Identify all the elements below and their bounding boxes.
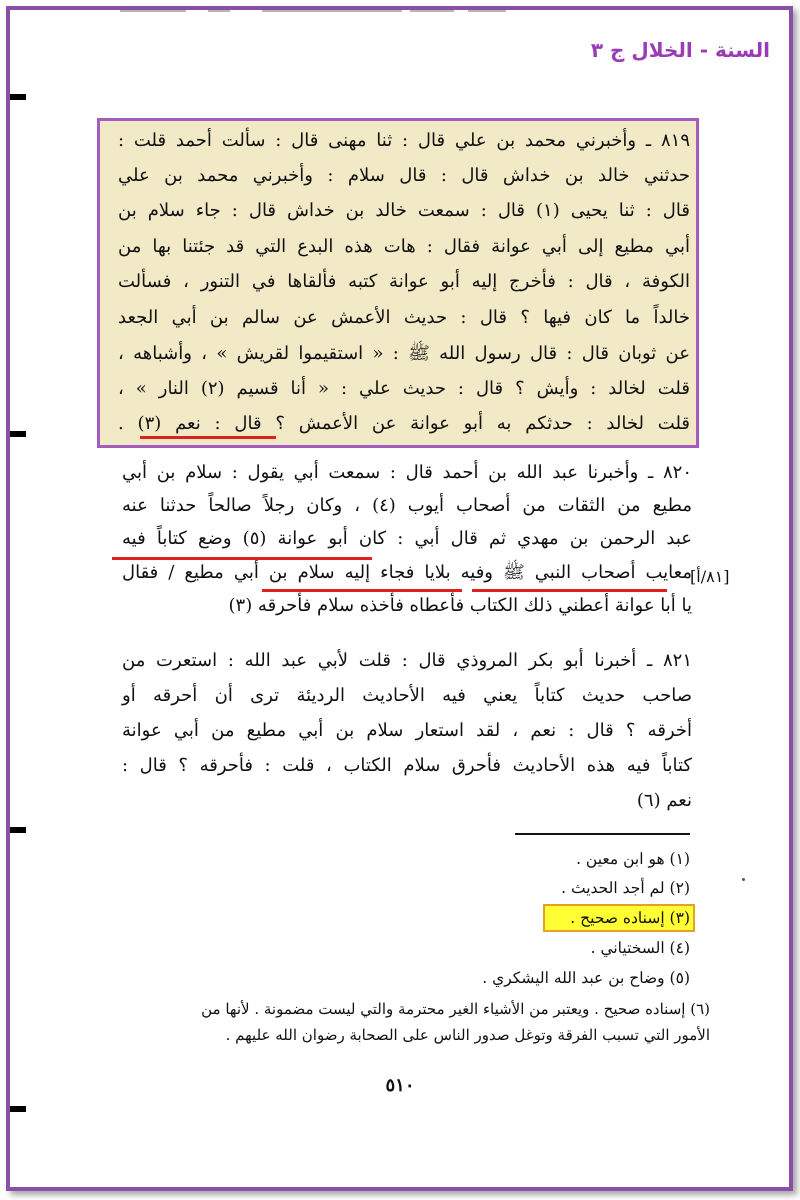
page-number: ٥١٠ (385, 1075, 415, 1096)
hadith-821-line: أخرقه ؟ قال : نعم ، لقد استعار سلام بن أبي مطيع من أبي عوانة (122, 720, 692, 741)
top-dash (262, 10, 402, 12)
hadith-819-line: أبي مطيع إلى أبي عوانة فقال : هات هذه البدع التي قد جئتنا بها من (118, 236, 690, 257)
footnote-2: (٢) لم أجد الحديث . (561, 879, 690, 897)
hadith-821-line: كتاباً فيه هذه الأحاديث فأحرق سلام الكتاب ، قلت : فأحرقه ؟ قال : (122, 755, 692, 776)
hadith-819-line: خالداً ما كان فيها ؟ قال : حديث الأعمش عن سالم بن أبي الجعد (118, 307, 690, 328)
margin-mark (10, 431, 26, 437)
footnote-6-line: (٦) إسناده صحيح . ويعتبر من الأشياء الغير محترمة والتي ليست مضمونة . لأنها من (201, 1000, 710, 1018)
top-dash (208, 10, 230, 12)
red-underline (112, 557, 372, 560)
manuscript-folio-ref: [٨١/أ] (690, 567, 730, 586)
margin-mark (10, 1106, 26, 1112)
hadith-821-line: صاحب حديث كتاباً يعني فيه الأحاديث الرديئة ترى أن أحرقه أو (122, 685, 692, 706)
hadith-821-line: ٨٢١ ـ أخبرنا أبو بكر المروذي قال : قلت لأبي عبد الله : استعرت من (122, 650, 692, 671)
footnote-5: (٥) وضاح بن عبد الله اليشكري . (482, 969, 690, 987)
red-underline (140, 436, 276, 439)
hadith-819-line: حدثني خالد بن خداش قال : قال سلام : وأخبرني محمد بن علي (118, 165, 690, 186)
hadith-819-line: ٨١٩ ـ وأخبرني محمد بن علي قال : ثنا مهنى قال : سألت أحمد قلت : (118, 130, 690, 151)
stray-dot (742, 878, 745, 881)
hadith-819-line: قلت لخالد : حدثكم به أبو عوانة عن الأعمش ؟ قال : نعم (٣) . (118, 413, 691, 434)
footnote-3: (٣) إسناده صحيح . (570, 909, 690, 927)
hadith-820-line: ٨٢٠ ـ وأخبرنا عبد الله بن أحمد قال : سمعت أبي يقول : سلام بن أبي (122, 462, 692, 483)
red-underline (472, 589, 667, 592)
footnote-separator (515, 833, 690, 835)
footnote-4: (٤) السختياني . (590, 939, 690, 957)
hadith-820-line: عبد الرحمن بن مهدي ثم قال أبي : كان أبو عوانة (٥) وضع كتاباً فيه (122, 528, 693, 549)
top-dash (410, 10, 454, 12)
red-underline (262, 589, 462, 592)
hadith-820-line: معايب أصحاب النبي ﷺ وفيه بلايا فجاء إليه سلام بن أبي مطيع / فقال (122, 562, 692, 583)
hadith-819-line: قلت لخالد : وأيش ؟ قال : حديث علي : « أنا قسيم (٢) النار » ، (118, 378, 690, 399)
top-dash (468, 10, 506, 12)
hadith-820-line: يا أبا عوانة أعطني ذلك الكتاب فأعطاه فأخذه سلام فأحرقه (٣) (228, 595, 692, 616)
page-header-title: السنة - الخلال ج ٣ (590, 38, 770, 62)
margin-mark (10, 94, 26, 100)
footnote-1: (١) هو ابن معين . (576, 850, 690, 868)
hadith-819-line: قال : ثنا يحيى (١) قال : سمعت خالد بن خداش قال : جاء سلام بن (118, 200, 690, 221)
margin-mark (10, 827, 26, 833)
top-dash (120, 10, 186, 12)
hadith-821-line: نعم (٦) (636, 790, 692, 811)
footnote-6-line: الأمور التي تسبب الفرقة وتوغل صدور الناس على الصحابة رضوان الله عليهم . (225, 1026, 710, 1044)
hadith-819-line: عن ثوبان قال : قال رسول الله ﷺ : « استقيموا لقريش » ، وأشباهه ، (118, 343, 690, 364)
hadith-819-line: الكوفة ، قال : فأخرج إليه أبو عوانة كتبه فألقاها في التنور ، فسألت (118, 271, 691, 292)
hadith-820-line: مطيع من الثقات من أصحاب أيوب (٤) ، وكان رجلاً صالحاً حدثنا عنه (122, 495, 692, 516)
